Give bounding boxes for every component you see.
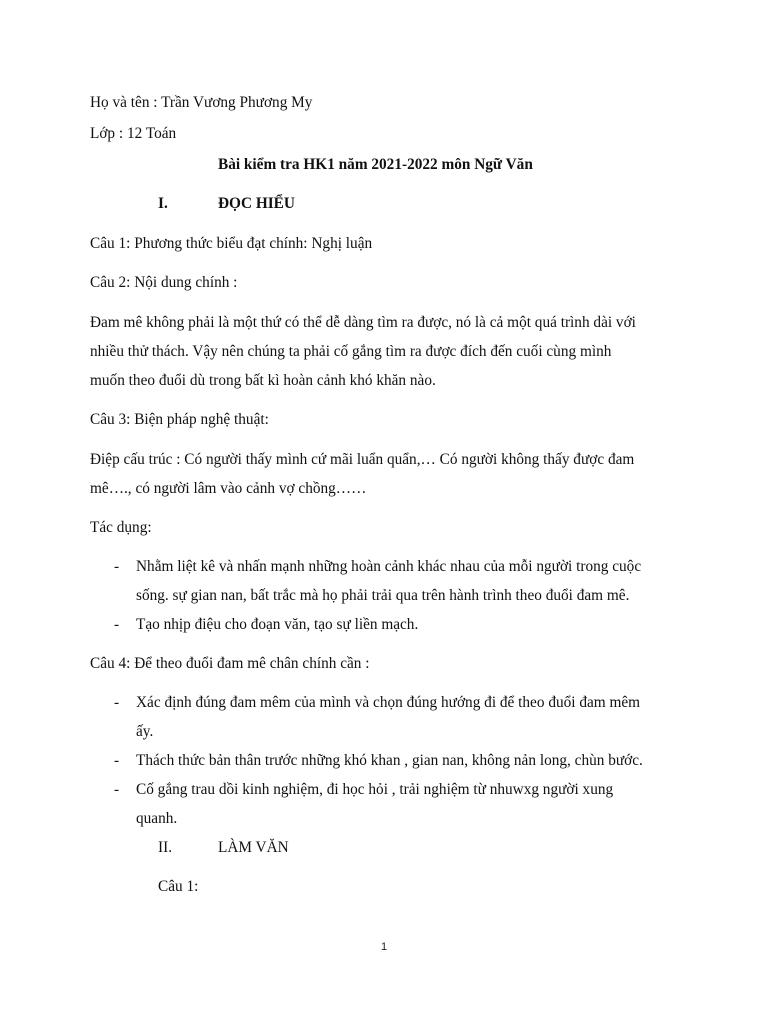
question-4-label: Câu 4: Để theo đuổi đam mê chân chính cần :: [90, 655, 370, 672]
paragraph-line: mê…., có người lâm vào cảnh vợ chồng……: [90, 480, 367, 497]
bullet-line: Nhằm liệt kê và nhấn mạnh những hoàn cảnh khác nhau của mỗi người trong cuộc: [136, 558, 642, 575]
page-number: 1: [380, 941, 388, 953]
student-name-line: Họ và tên : Trần Vương Phương My: [90, 94, 313, 111]
section-2-heading: LÀM VĂN: [218, 839, 289, 856]
bullet-line: ấy.: [136, 723, 154, 740]
bullet-line: Tạo nhịp điệu cho đoạn văn, tạo sự liền mạch.: [136, 616, 419, 633]
bullet-line: Xác định đúng đam mêm của mình và chọn đúng hướng đi để theo đuổi đam mêm: [136, 694, 641, 711]
question-1: Câu 1: Phương thức biểu đạt chính: Nghị luận: [90, 235, 373, 252]
document-title: Bài kiểm tra HK1 năm 2021-2022 môn Ngữ Văn: [218, 156, 533, 173]
bullet-dash: -: [114, 781, 120, 798]
paragraph-line: Điệp cấu trúc : Có người thấy mình cứ mãi luẩn quẩn,… Có người không thấy được đam: [90, 451, 635, 468]
effect-label: Tác dụng:: [90, 519, 152, 536]
bullet-dash: -: [114, 752, 120, 769]
bullet-dash: -: [114, 616, 120, 633]
section-1-numeral: I.: [158, 195, 168, 212]
bullet-line: Thách thức bản thân trước những khó khan , gian nan, không nản long, chùn bước.: [136, 752, 643, 769]
paragraph-line: Đam mê không phải là một thứ có thể dễ dàng tìm ra được, nó là cả một quá trình dài với: [90, 314, 636, 331]
bullet-line: sống. sự gian nan, bất trắc mà họ phải trải qua trên hành trình theo đuổi đam mê.: [136, 587, 630, 604]
section-1-heading: ĐỌC HIỂU: [218, 195, 295, 212]
bullet-dash: -: [114, 558, 120, 575]
paragraph-line: muốn theo đuổi dù trong bất kì hoàn cảnh khó khăn nào.: [90, 372, 436, 389]
bullet-line: quanh.: [136, 810, 178, 827]
question-3-label: Câu 3: Biện pháp nghệ thuật:: [90, 411, 269, 428]
paragraph-line: nhiều thử thách. Vậy nên chúng ta phải cố gắng tìm ra được đích đến cuối cùng mình: [90, 343, 612, 360]
section-2-question-1: Câu 1:: [158, 878, 199, 895]
bullet-dash: -: [114, 694, 120, 711]
class-line: Lớp : 12 Toán: [90, 125, 177, 142]
bullet-line: Cố gắng trau dồi kinh nghiệm, đi học hỏi , trải nghiệm từ nhuwxg người xung: [136, 781, 614, 798]
section-2-numeral: II.: [158, 839, 173, 856]
question-2-label: Câu 2: Nội dung chính :: [90, 274, 238, 291]
